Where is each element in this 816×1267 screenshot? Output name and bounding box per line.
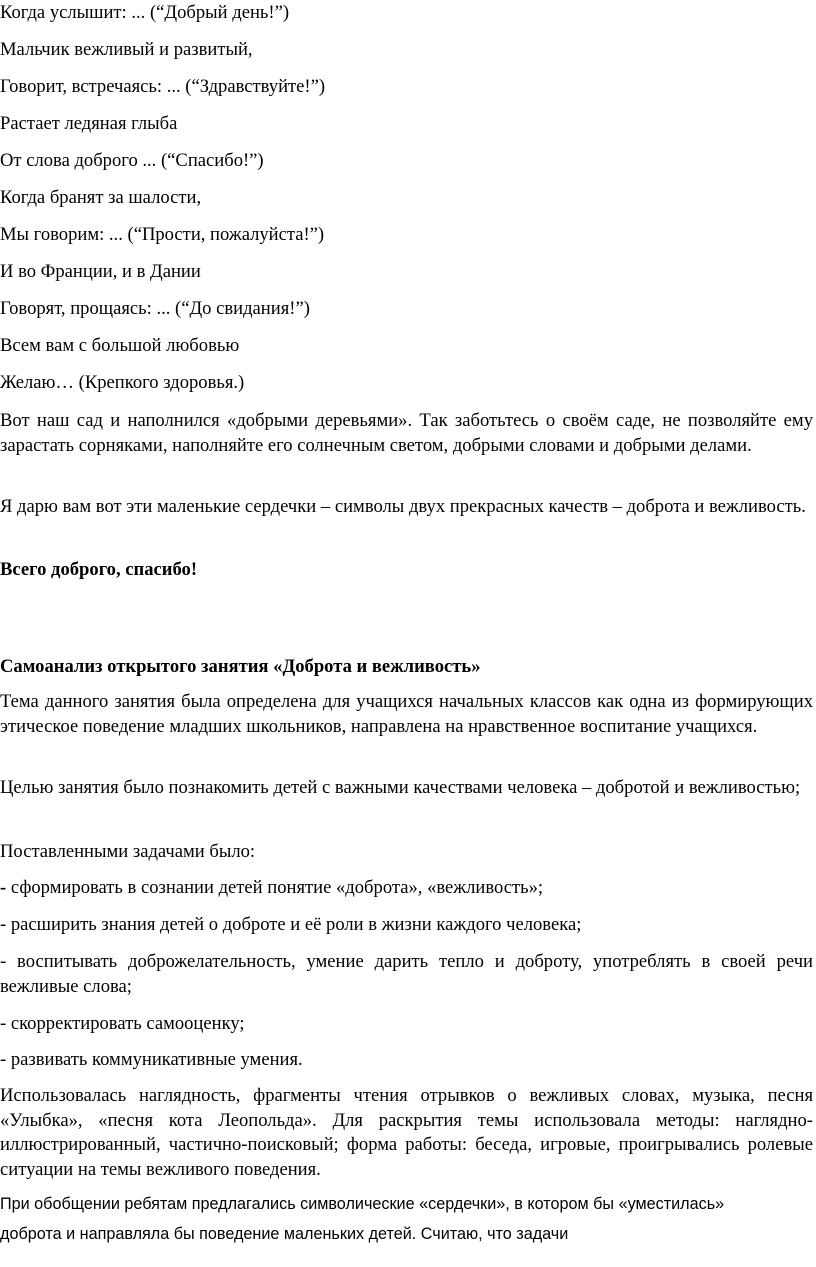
paragraph-methods: Использовалась наглядность, фрагменты чтения отрывков о вежливых словах, музыка, песня «Улыбка», «песня кота Леопольда». Для раскрытия темы использовала методы: наглядно-иллюстрированный, частично-поисковый; форма работы: беседа, игровые, проигрывались ролевые ситуации на темы вежливого поведения. <box>0 1085 813 1180</box>
poem-line-2: Мальчик вежливый и развитый, <box>0 39 253 60</box>
poem-line-9: Говорят, прощаясь: ... (“До свидания!”) <box>0 298 310 319</box>
paragraph-garden: Вот наш сад и наполнился «добрыми деревьями». Так заботьтесь о своём саде, не позволяйте ему зарастать сорняками, наполняйте его солнечным светом, добрыми словами и добрыми делами. <box>0 410 813 456</box>
task-item-1-dash: - <box>0 877 7 898</box>
poem-line-8: И во Франции, и в Дании <box>0 261 201 282</box>
poem-line-6: Когда бранят за шалости, <box>0 187 202 208</box>
task-item-4: - скорректировать самооценку; <box>0 1013 245 1034</box>
tasks-intro: Поставленными задачами было: <box>0 841 256 862</box>
poem-line-5: От слова доброго ... (“Спасибо!”) <box>0 150 264 171</box>
task-item-1 <box>0 876 543 900</box>
poem-line-3: Говорит, встречаясь: ... (“Здравствуйте!”) <box>0 76 326 97</box>
task-item-2: - расширить знания детей о доброте и её роли в жизни каждого человека; <box>0 914 582 935</box>
paragraph-hearts: Я дарю вам вот эти маленькие сердечки – символы двух прекрасных качеств – доброта и вежливость. <box>0 496 806 517</box>
poem-line-7: Мы говорим: ... (“Прости, пожалуйста!”) <box>0 224 325 245</box>
task-item-1-text: сформировать в сознании детей понятие «доброта», «вежливость»; <box>6 877 544 898</box>
poem-line-1: Когда услышит: ... (“Добрый день!”) <box>0 2 290 23</box>
poem-line-11: Желаю… (Крепкого здоровья.) <box>0 372 245 393</box>
poem-line-10: Всем вам с большой любовью <box>0 335 240 356</box>
sans-line-1: При обобщении ребятам предлагались символические «сердечки», в котором бы «уместилась» <box>0 1195 725 1213</box>
poem-line-4: Растает ледяная глыба <box>0 113 178 134</box>
task-item-3: - воспитывать доброжелательность, умение дарить тепло и доброту, употреблять в своей речи вежливые слова; <box>0 951 813 997</box>
sans-line-2: доброта и направляла бы поведение маленьких детей. Считаю, что задачи <box>0 1225 569 1243</box>
paragraph-topic: Тема данного занятия была определена для учащихся начальных классов как одна из формирующих этическое поведение младших школьников, направлена на нравственное воспитание учащихся. <box>0 691 813 737</box>
paragraph-goal: Целью занятия было познакомить детей с важными качествами человека – добротой и вежливостью; <box>0 777 801 798</box>
section-title: Самоанализ открытого занятия «Доброта и вежливость» <box>0 656 481 677</box>
task-item-5: - развивать коммуникативные умения. <box>0 1049 303 1070</box>
farewell-heading: Всего доброго, спасибо! <box>0 559 198 580</box>
